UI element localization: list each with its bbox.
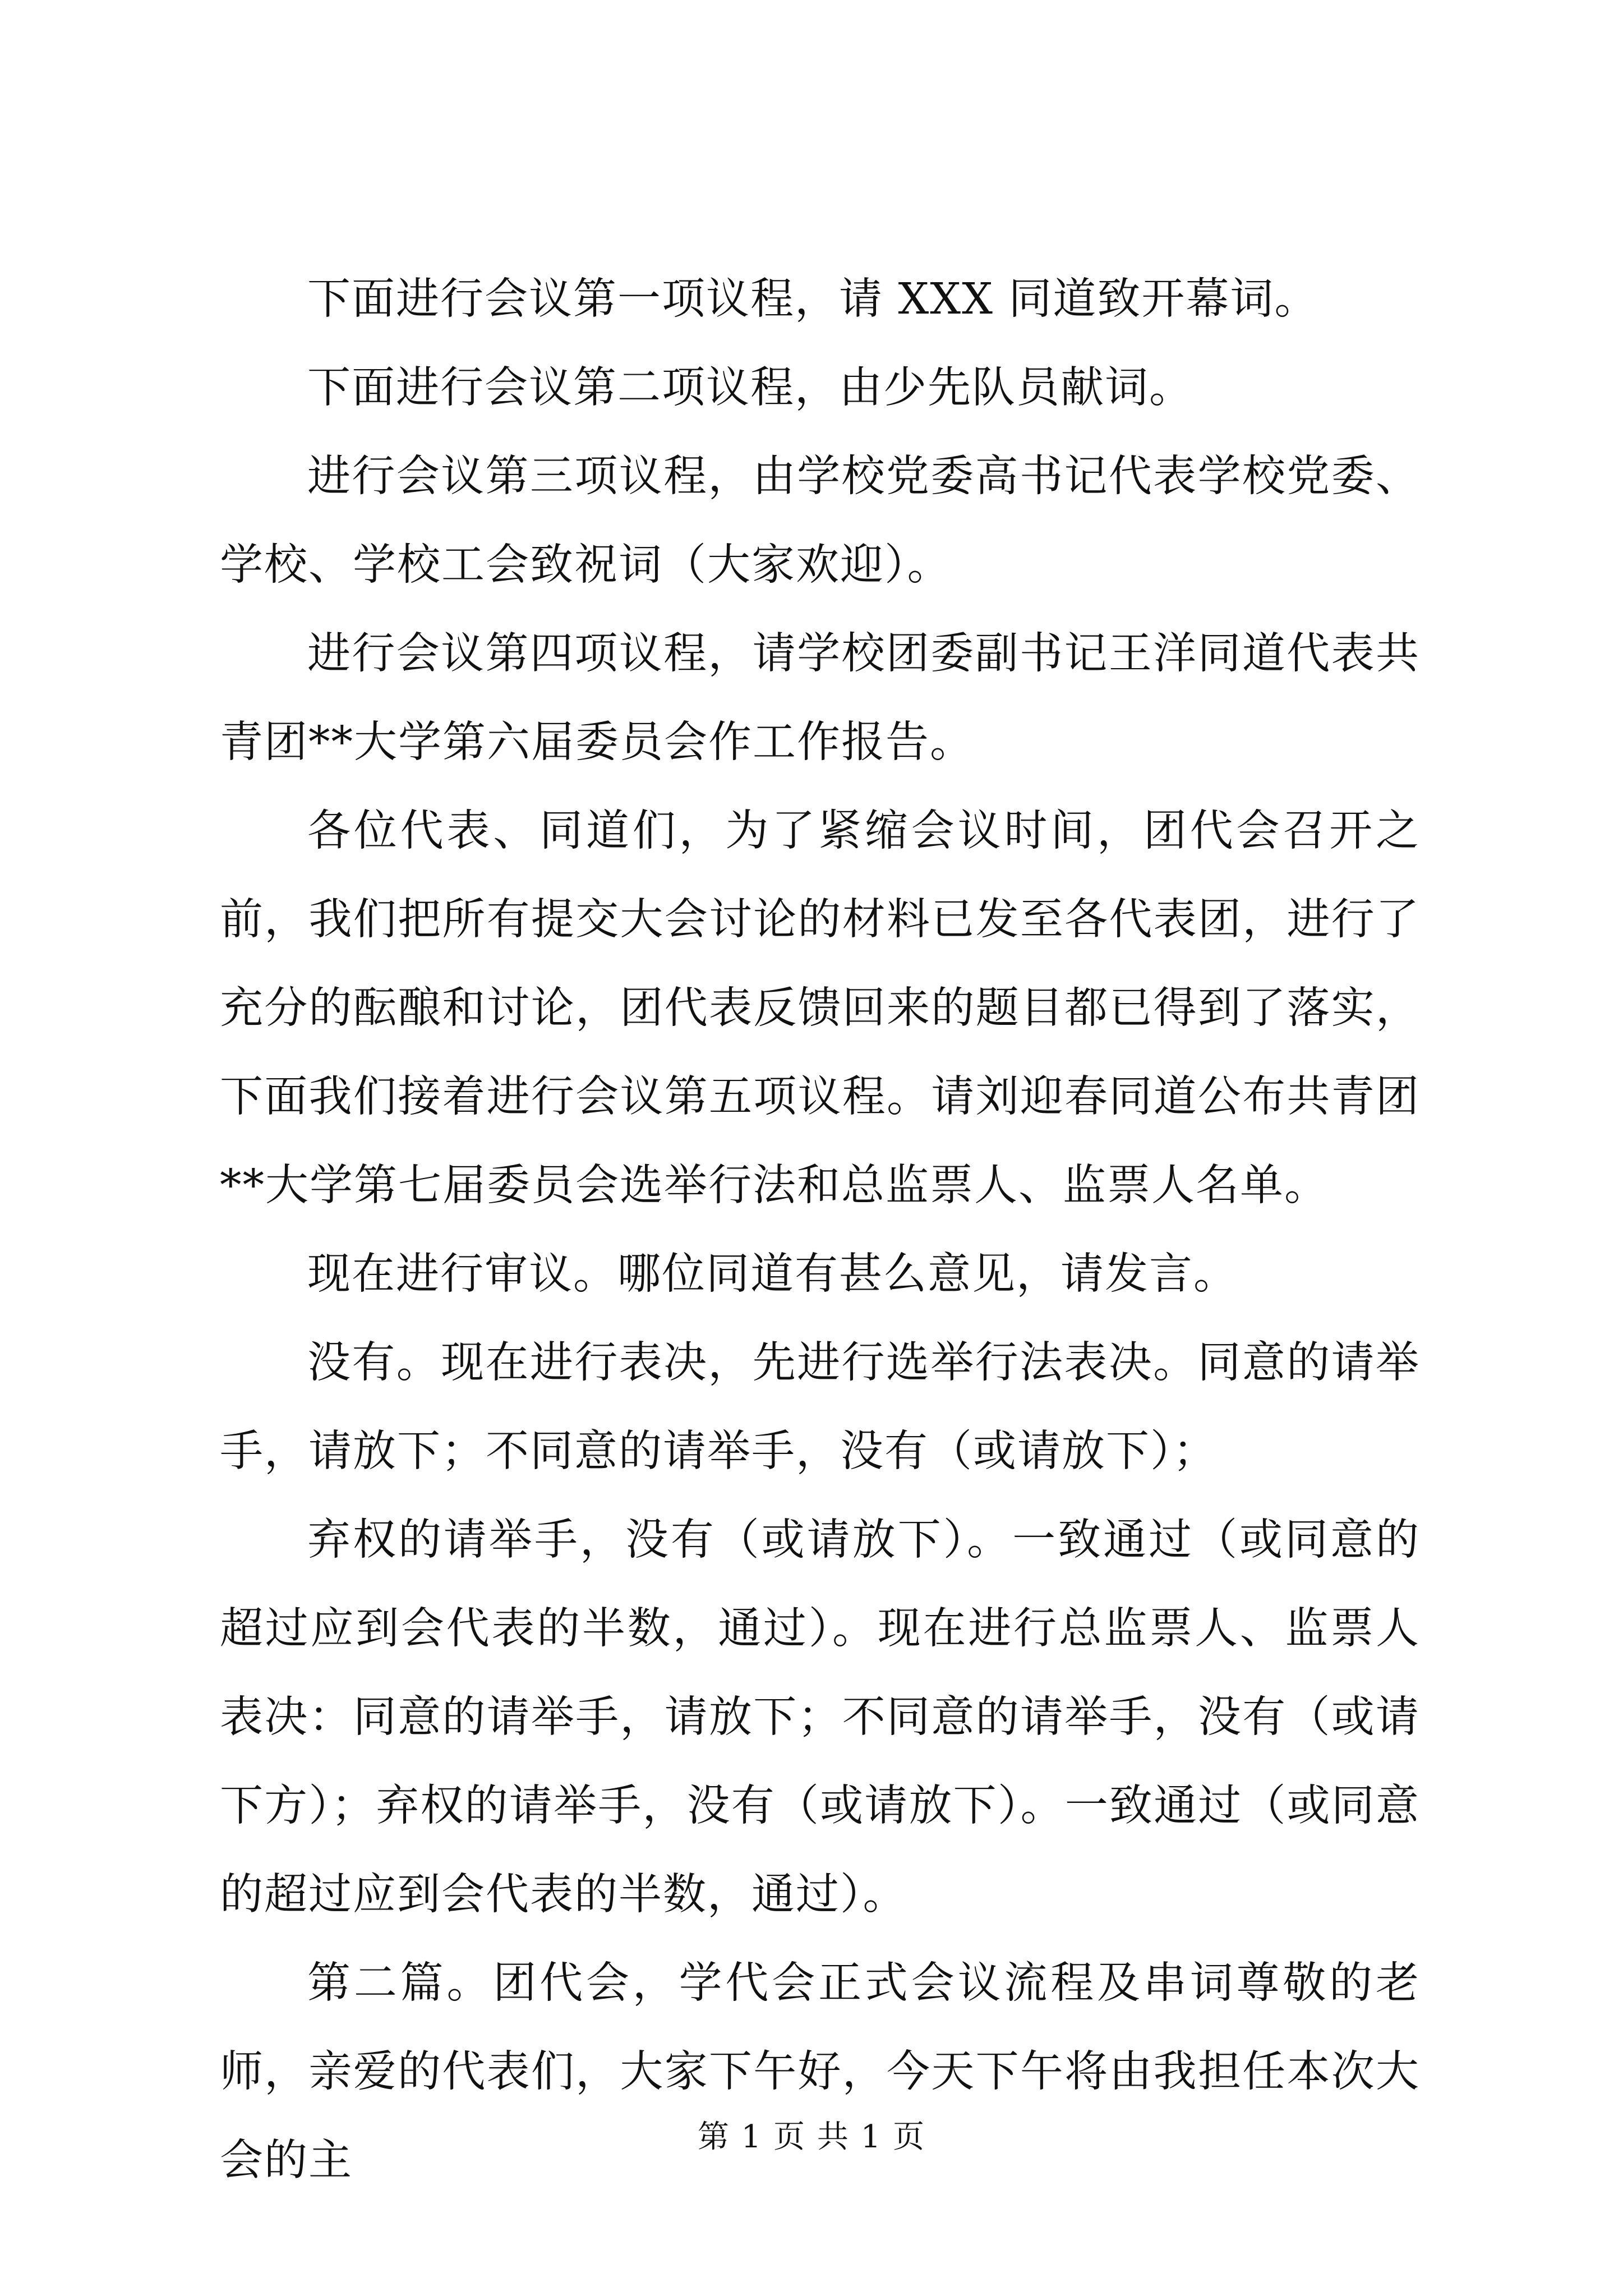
paragraph-8: 弃权的请举手，没有（或请放下）。一致通过（或同意的超过应到会代表的半数，通过）。现在进行总监票人、监票人表决：同意的请举手，请放下；不同意的请举手，没有（或请下方）；弃权的请举手，没有（或请放下）。一致通过（或同意的超过应到会代表的半数，通过）。 [220, 1515, 1420, 1920]
paragraph-5: 各位代表、同道们，为了紧缩会议时间，团代会召开之前，我们把所有提交大会讨论的材料已发至各代表团，进行了充分的酝酿和讨论，团代表反馈回来的题目都已得到了落实，下面我们接着进行会议第五项议程。请刘迎春同道公布共青团**大学第七届委员会选举行法和总监票人、监票人名单。 [220, 806, 1420, 1211]
paragraph-2: 下面进行会议第二项议程，由少先队员献词。 [307, 363, 1193, 413]
paragraph-7: 没有。现在进行表决，先进行选举行法表决。同意的请举手，请放下；不同意的请举手，没有（或请放下）； [220, 1338, 1420, 1476]
page-footer: 第 1 页 共 1 页 [697, 2119, 926, 2155]
paragraph-9: 第二篇。团代会，学代会正式会议流程及串词尊敬的老师，亲爱的代表们，大家下午好，今天下午将由我担任本次大会的主 [220, 1958, 1420, 2185]
paragraph-6: 现在进行审议。哪位同道有甚么意见，请发言。 [307, 1249, 1238, 1299]
paragraph-4: 进行会议第四项议程，请学校团委副书记王洋同道代表共青团**大学第六届委员会作工作报告。 [220, 629, 1420, 767]
paragraph-3: 进行会议第三项议程，由学校党委高书记代表学校党委、学校、学校工会致祝词（大家欢迎）。 [220, 452, 1420, 590]
document-body [220, 255, 1420, 2205]
paragraph-1: 下面进行会议第一项议程，请 XXX 同道致开幕词。 [307, 274, 1319, 324]
